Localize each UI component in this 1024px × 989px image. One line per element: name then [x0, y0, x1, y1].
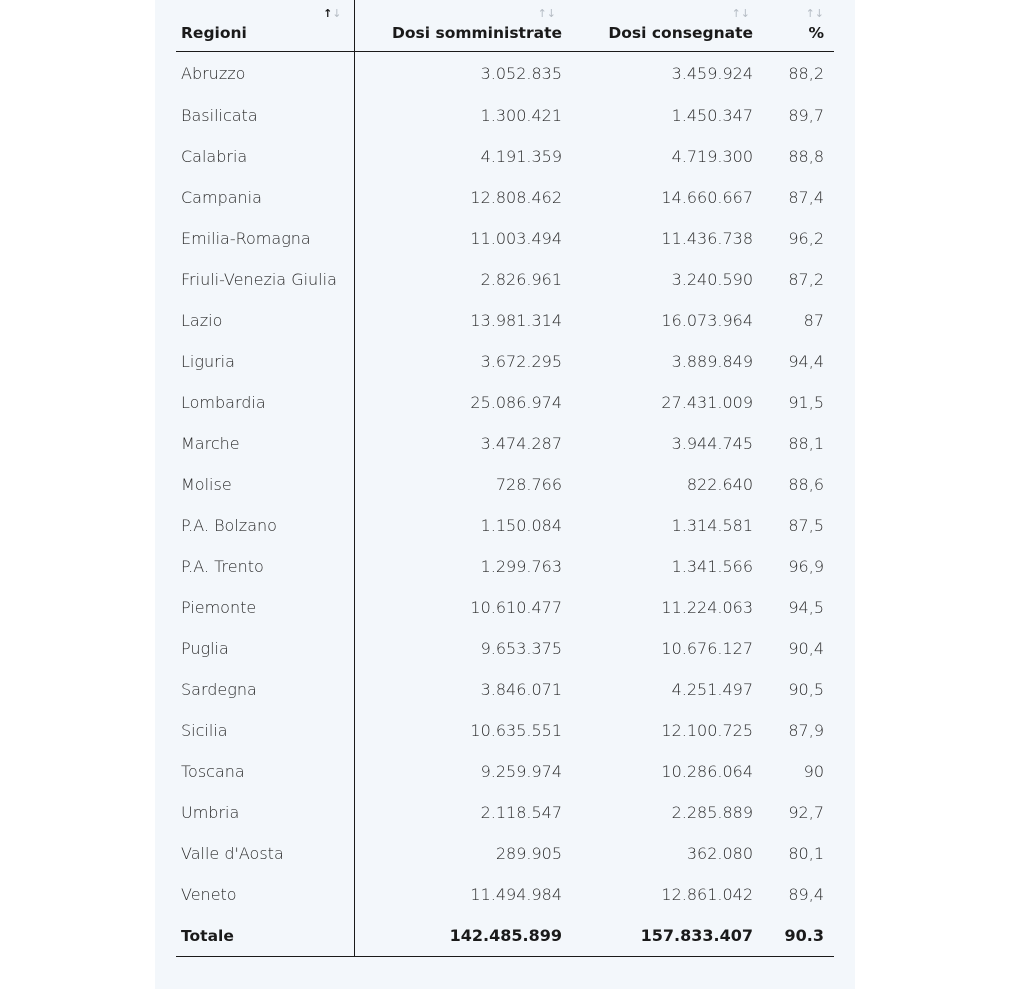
cell-administered: 13.981.314 [470, 311, 562, 330]
cell-region: Liguria [176, 341, 354, 382]
cell-delivered: 4.719.300 [671, 147, 753, 166]
cell-percent: 88,6 [788, 475, 824, 494]
cell-percent: 92,7 [788, 803, 824, 822]
table-total-row [176, 915, 834, 957]
cell-region: Puglia [176, 628, 354, 669]
sort-icon[interactable]: ↑↓ [323, 7, 342, 20]
table-row [176, 751, 834, 792]
cell-region: Veneto [176, 874, 354, 915]
cell-region: Marche [176, 423, 354, 464]
cell-percent: 94,5 [788, 598, 824, 617]
cell-delivered: 1.450.347 [671, 106, 753, 125]
cell-region: Emilia-Romagna [176, 218, 354, 259]
cell-percent: 96,2 [788, 229, 824, 248]
table-row [176, 792, 834, 833]
cell-administered: 10.610.477 [470, 598, 562, 617]
vaccine-doses-table [176, 0, 834, 957]
column-header-label: % [808, 24, 824, 42]
table-row [176, 833, 834, 874]
table-row [176, 423, 834, 464]
cell-percent: 87 [803, 311, 824, 330]
cell-administered: 3.672.295 [480, 352, 562, 371]
cell-delivered: 14.660.667 [661, 188, 753, 207]
cell-administered: 3.474.287 [480, 434, 562, 453]
table-row [176, 341, 834, 382]
sort-icon[interactable]: ↑↓ [731, 7, 750, 20]
table-row [176, 874, 834, 915]
cell-percent: 90 [803, 762, 824, 781]
cell-administered: 1.150.084 [480, 516, 562, 535]
cell-delivered: 3.889.849 [671, 352, 753, 371]
cell-delivered: 10.286.064 [661, 762, 753, 781]
cell-delivered: 3.459.924 [671, 64, 753, 83]
cell-region: Friuli-Venezia Giulia [176, 259, 354, 300]
cell-percent: 94,4 [788, 352, 824, 371]
table-row [176, 710, 834, 751]
total-delivered: 157.833.407 [569, 915, 762, 957]
table-row [176, 218, 834, 259]
cell-region: P.A. Trento [176, 546, 354, 587]
cell-percent: 88,8 [788, 147, 824, 166]
cell-region: Basilicata [176, 95, 354, 136]
cell-delivered: 822.640 [686, 475, 753, 494]
cell-administered: 289.905 [495, 844, 562, 863]
cell-delivered: 11.436.738 [661, 229, 753, 248]
cell-percent: 89,4 [788, 885, 824, 904]
table-row [176, 464, 834, 505]
cell-region: Sardegna [176, 669, 354, 710]
cell-administered: 9.259.974 [480, 762, 562, 781]
table-row [176, 628, 834, 669]
table-row [176, 177, 834, 218]
cell-region: Calabria [176, 136, 354, 177]
cell-delivered: 12.861.042 [661, 885, 753, 904]
table-row [176, 382, 834, 423]
cell-delivered: 27.431.009 [661, 393, 753, 412]
cell-administered: 10.635.551 [470, 721, 562, 740]
table-row [176, 300, 834, 341]
cell-region: Campania [176, 177, 354, 218]
cell-region: P.A. Bolzano [176, 505, 354, 546]
cell-region: Lombardia [176, 382, 354, 423]
cell-administered: 1.300.421 [480, 106, 562, 125]
table-row [176, 546, 834, 587]
column-header-percent[interactable] [762, 0, 834, 52]
cell-percent: 87,9 [788, 721, 824, 740]
total-label: Totale [176, 915, 354, 957]
table-row [176, 136, 834, 177]
table-row [176, 505, 834, 546]
cell-percent: 80,1 [788, 844, 824, 863]
table-row [176, 669, 834, 710]
table-body [176, 52, 834, 916]
cell-administered: 728.766 [495, 475, 562, 494]
column-header-region[interactable] [176, 0, 354, 52]
cell-administered: 12.808.462 [470, 188, 562, 207]
cell-region: Lazio [176, 300, 354, 341]
column-header-delivered[interactable] [569, 0, 762, 52]
cell-delivered: 16.073.964 [661, 311, 753, 330]
cell-administered: 3.052.835 [480, 64, 562, 83]
cell-delivered: 362.080 [686, 844, 753, 863]
cell-region: Valle d'Aosta [176, 833, 354, 874]
cell-administered: 11.003.494 [470, 229, 562, 248]
cell-administered: 25.086.974 [470, 393, 562, 412]
cell-delivered: 2.285.889 [671, 803, 753, 822]
sort-icon[interactable]: ↑↓ [537, 7, 556, 20]
column-header-label: Regioni [181, 24, 247, 42]
cell-percent: 88,2 [788, 64, 824, 83]
table-row [176, 587, 834, 628]
cell-administered: 9.653.375 [480, 639, 562, 658]
cell-delivered: 1.314.581 [671, 516, 753, 535]
cell-percent: 89,7 [788, 106, 824, 125]
cell-delivered: 3.944.745 [671, 434, 753, 453]
cell-region: Sicilia [176, 710, 354, 751]
cell-percent: 90,4 [788, 639, 824, 658]
cell-delivered: 10.676.127 [661, 639, 753, 658]
cell-region: Toscana [176, 751, 354, 792]
cell-percent: 88,1 [788, 434, 824, 453]
cell-percent: 96,9 [788, 557, 824, 576]
cell-percent: 87,4 [788, 188, 824, 207]
cell-percent: 87,2 [788, 270, 824, 289]
cell-administered: 3.846.071 [480, 680, 562, 699]
total-administered: 142.485.899 [354, 915, 569, 957]
sort-icon[interactable]: ↑↓ [805, 7, 824, 20]
cell-percent: 91,5 [788, 393, 824, 412]
cell-delivered: 11.224.063 [661, 598, 753, 617]
cell-region: Piemonte [176, 587, 354, 628]
cell-percent: 87,5 [788, 516, 824, 535]
cell-administered: 11.494.984 [470, 885, 562, 904]
cell-administered: 1.299.763 [480, 557, 562, 576]
cell-delivered: 12.100.725 [661, 721, 753, 740]
column-header-label: Dosi somministrate [392, 24, 562, 42]
cell-region: Molise [176, 464, 354, 505]
cell-delivered: 1.341.566 [671, 557, 753, 576]
cell-region: Umbria [176, 792, 354, 833]
cell-administered: 4.191.359 [480, 147, 562, 166]
cell-percent: 90,5 [788, 680, 824, 699]
column-header-label: Dosi consegnate [608, 24, 753, 42]
cell-administered: 2.118.547 [480, 803, 562, 822]
cell-administered: 2.826.961 [480, 270, 562, 289]
cell-delivered: 4.251.497 [671, 680, 753, 699]
table-row [176, 52, 834, 96]
column-header-administered[interactable] [354, 0, 569, 52]
table-header-row [176, 0, 834, 52]
total-percent: 90.3 [762, 915, 834, 957]
cell-region: Abruzzo [176, 52, 354, 96]
table-row [176, 95, 834, 136]
table-row [176, 259, 834, 300]
cell-delivered: 3.240.590 [671, 270, 753, 289]
